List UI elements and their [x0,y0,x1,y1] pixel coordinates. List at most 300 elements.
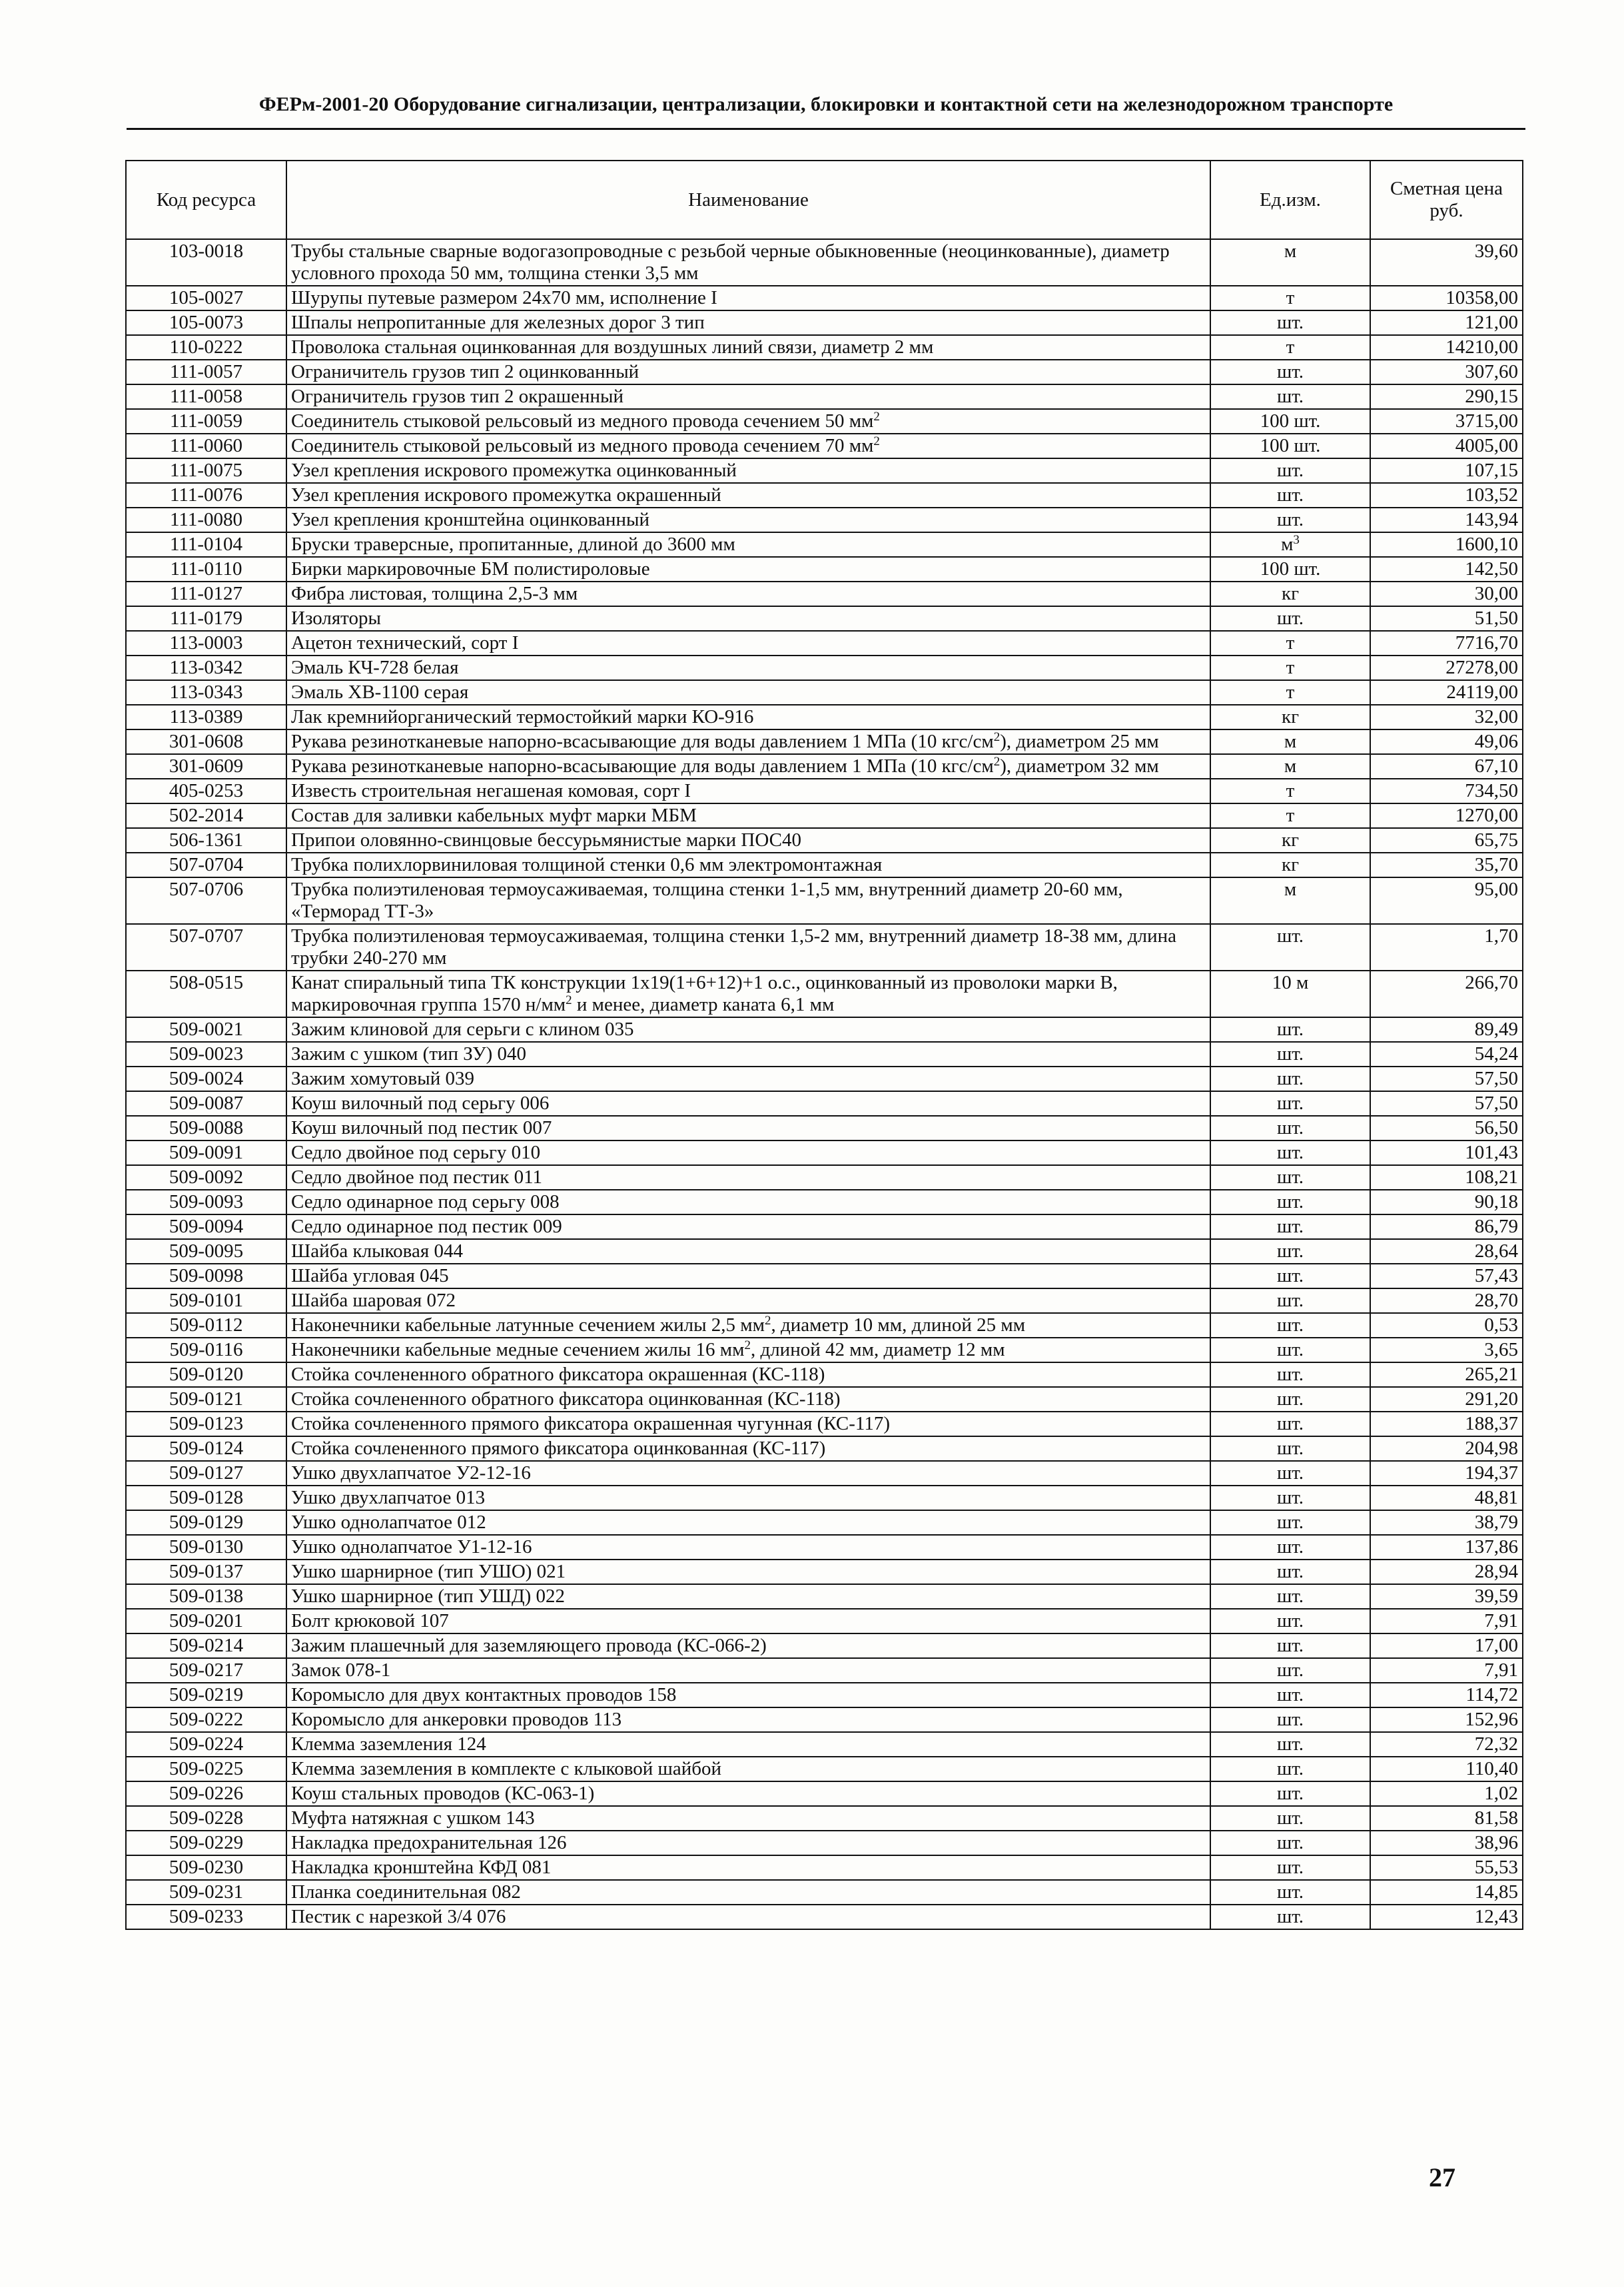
resource-name-cell [286,729,1210,754]
unit-text: шт. [1276,1536,1304,1558]
price-cell: 291,20 [1370,1387,1523,1412]
resource-name-cell [286,924,1210,971]
unit-cell [1210,1510,1370,1535]
table-row [126,1486,1523,1510]
resource-code-cell: 506-1361 [126,828,286,853]
resource-code-cell: 509-0123 [126,1412,286,1436]
unit-cell [1210,828,1370,853]
resource-name-text: Стойка сочлененного прямого фиксатора оцинкованная (КС-117) [291,1438,826,1459]
resource-name-text: Стойка сочлененного прямого фиксатора окрашенная чугунная (КС-117) [291,1413,891,1434]
unit-text: шт. [1276,1807,1304,1829]
resource-name-cell [286,1264,1210,1288]
table-row [126,1781,1523,1806]
price-cell: 57,50 [1370,1091,1523,1116]
resource-name-cell [286,779,1210,803]
resource-name-cell [286,1461,1210,1486]
resource-name-cell [286,1880,1210,1905]
resource-name-text: Накладка кронштейна КФД 081 [291,1857,552,1878]
unit-cell [1210,606,1370,631]
unit-text: шт. [1276,1216,1304,1237]
unit-cell [1210,631,1370,656]
resource-name-tail: и менее, диаметр каната 6,1 мм [572,994,835,1015]
price-cell: 1270,00 [1370,803,1523,828]
resource-code-cell: 509-0222 [126,1707,286,1732]
resource-name-text: Накладка предохранительная 126 [291,1832,567,1853]
resource-name-text: Известь строительная негашеная комовая, сорт I [291,780,691,801]
resource-name-text: Планка соединительная 082 [291,1881,521,1903]
resource-name-cell [286,680,1210,705]
resource-name-text: Шайба шаровая 072 [291,1290,456,1311]
resource-name-text: Узел крепления искрового промежутка окрашенный [291,484,721,506]
unit-cell [1210,1288,1370,1313]
unit-text: шт. [1276,509,1304,530]
resource-code-cell: 509-0225 [126,1757,286,1781]
unit-text: шт. [1276,1635,1304,1656]
table-row [126,1707,1523,1732]
unit-text: шт. [1276,1166,1304,1188]
unit-cell [1210,434,1370,458]
unit-text: шт. [1276,1438,1304,1459]
resource-name-cell [286,239,1210,286]
unit-cell [1210,1214,1370,1239]
price-cell: 103,52 [1370,483,1523,508]
price-cell: 3,65 [1370,1338,1523,1362]
unit-cell [1210,286,1370,310]
price-cell: 55,53 [1370,1855,1523,1880]
resource-name-text: Ушко двухлапчатое У2-12-16 [291,1462,531,1484]
resource-name-text: Узел крепления кронштейна оцинкованный [291,509,650,530]
table-row [126,483,1523,508]
unit-cell [1210,853,1370,877]
resource-code-cell: 509-0217 [126,1658,286,1683]
price-cell: 188,37 [1370,1412,1523,1436]
unit-text: шт. [1276,1191,1304,1212]
resource-name-text: Клемма заземления 124 [291,1733,486,1755]
unit-text: м [1284,731,1297,752]
resource-name-cell [286,1510,1210,1535]
price-cell: 10358,00 [1370,286,1523,310]
resource-name-text: Эмаль КЧ-728 белая [291,657,459,678]
unit-cell [1210,803,1370,828]
table-row [126,1560,1523,1584]
unit-cell [1210,1584,1370,1609]
resource-code-cell: 113-0389 [126,705,286,729]
resource-name-text: Рукава резинотканевые напорно-всасывающие для воды давлением 1 МПа (10 кгс/см [291,755,994,777]
table-row [126,1264,1523,1288]
resource-name-cell [286,705,1210,729]
unit-text: шт. [1276,1659,1304,1681]
resource-name-text: Пестик с нарезкой 3/4 076 [291,1906,506,1927]
resource-code-cell: 509-0230 [126,1855,286,1880]
resource-code-cell: 509-0226 [126,1781,286,1806]
resource-code-cell: 509-0219 [126,1683,286,1707]
resource-code-cell: 509-0088 [126,1116,286,1141]
resource-name-cell [286,1412,1210,1436]
unit-cell [1210,1905,1370,1929]
unit-text: шт. [1276,1783,1304,1804]
resource-code-cell: 509-0127 [126,1461,286,1486]
resource-code-cell: 509-0130 [126,1535,286,1560]
table-row [126,1338,1523,1362]
table-row [126,680,1523,705]
price-cell: 1,02 [1370,1781,1523,1806]
resource-name-text: Зажим плашечный для заземляющего провода (КС-066-2) [291,1635,767,1656]
column-header-unit: Ед.изм. [1210,161,1370,239]
unit-text: м [1284,240,1297,262]
resource-name-text: Трубка полиэтиленовая термоусаживаемая, толщина стенки 1-1,5 мм, внутренний диаметр 20-60 мм, «Терморад ТТ-3» [291,879,1123,922]
resource-code-cell: 509-0087 [126,1091,286,1116]
table-row [126,1584,1523,1609]
resource-code-cell: 509-0224 [126,1732,286,1757]
resource-name-cell [286,828,1210,853]
resource-name-cell [286,409,1210,434]
resource-name-text: Коуш стальных проводов (КС-063-1) [291,1783,595,1804]
unit-cell [1210,1165,1370,1190]
unit-cell [1210,656,1370,680]
resource-code-cell: 502-2014 [126,803,286,828]
unit-cell [1210,1239,1370,1264]
unit-cell [1210,1707,1370,1732]
price-cell: 121,00 [1370,310,1523,335]
resource-name-cell [286,1141,1210,1165]
price-cell: 1600,10 [1370,532,1523,557]
price-cell: 307,60 [1370,360,1523,384]
resource-name-cell [286,1165,1210,1190]
unit-text: шт. [1276,361,1304,382]
resource-code-cell: 509-0214 [126,1633,286,1658]
unit-cell [1210,1560,1370,1584]
unit-text: шт. [1276,1610,1304,1631]
resource-name-cell [286,458,1210,483]
resource-name-text: Шайба угловая 045 [291,1265,449,1286]
resource-code-cell: 509-0024 [126,1067,286,1091]
unit-text: шт. [1276,1339,1304,1360]
table-row [126,1806,1523,1831]
unit-text: шт. [1276,484,1304,506]
table-row [126,924,1523,971]
resource-name-cell [286,1707,1210,1732]
unit-text: шт. [1276,1413,1304,1434]
price-cell: 266,70 [1370,971,1523,1017]
price-cell: 35,70 [1370,853,1523,877]
unit-cell [1210,1264,1370,1288]
table-row [126,1683,1523,1707]
price-cell: 86,79 [1370,1214,1523,1239]
table-row [126,779,1523,803]
resource-name-cell [286,1190,1210,1214]
resource-name-cell [286,1905,1210,1929]
resource-code-cell: 509-0093 [126,1190,286,1214]
table-row [126,631,1523,656]
resource-name-text: Эмаль ХВ-1100 серая [291,682,469,703]
price-cell: 39,60 [1370,239,1523,286]
table-row [126,606,1523,631]
table-row [126,1214,1523,1239]
resource-name-cell [286,508,1210,532]
resource-name-text: Ограничитель грузов тип 2 оцинкованный [291,361,639,382]
resource-code-cell: 111-0104 [126,532,286,557]
unit-text: шт. [1276,1314,1304,1336]
resource-name-text: Канат спиральный типа ТК конструкции 1х19(1+6+12)+1 о.с., оцинкованный из проволоки марки В, маркировочная группа 1570 н/мм [291,972,1118,1015]
resource-name-cell [286,656,1210,680]
resource-name-text: Зажим клиновой для серьги с клином 035 [291,1019,634,1040]
price-cell: 27278,00 [1370,656,1523,680]
unit-text: шт. [1276,1290,1304,1311]
unit-cell [1210,705,1370,729]
unit-cell [1210,458,1370,483]
table-row [126,1190,1523,1214]
resource-code-cell: 509-0129 [126,1510,286,1535]
table-row [126,1387,1523,1412]
resource-name-text: Зажим с ушком (тип ЗУ) 040 [291,1043,527,1065]
resource-code-cell: 509-0095 [126,1239,286,1264]
resource-name-text: Седло одинарное под серьгу 008 [291,1191,560,1212]
resource-name-text: Наконечники кабельные медные сечением жилы 16 мм [291,1339,745,1360]
unit-cell [1210,409,1370,434]
price-cell: 265,21 [1370,1362,1523,1387]
resource-name-text: Лак кремнийорганический термостойкий марки КО-916 [291,706,754,727]
price-cell: 143,94 [1370,508,1523,532]
resource-name-cell [286,532,1210,557]
unit-superscript: 3 [1293,533,1300,547]
unit-cell [1210,1683,1370,1707]
resource-code-cell: 111-0059 [126,409,286,434]
resource-name-cell [286,606,1210,631]
resource-code-cell: 111-0075 [126,458,286,483]
resource-code-cell: 509-0233 [126,1905,286,1929]
resource-name-text: Седло двойное под пестик 011 [291,1166,543,1188]
superscript: 2 [993,755,1001,769]
table-row [126,508,1523,532]
resource-name-text: Бирки маркировочные БМ полистироловые [291,558,650,580]
table-row [126,1017,1523,1042]
unit-cell [1210,779,1370,803]
resource-name-cell [286,1781,1210,1806]
table-row [126,1165,1523,1190]
unit-text: 10 м [1272,972,1309,993]
resource-code-cell: 509-0094 [126,1214,286,1239]
unit-cell [1210,729,1370,754]
unit-text: шт. [1276,1487,1304,1508]
page-header-title: ФЕРм-2001-20 Оборудование сигнализации, централизации, блокировки и контактной сети на железнодорожном транспорте [258,93,1394,115]
table-row [126,409,1523,434]
unit-text: шт. [1276,925,1304,947]
unit-cell [1210,557,1370,582]
price-cell: 7716,70 [1370,631,1523,656]
unit-cell [1210,582,1370,606]
resource-code-cell: 509-0091 [126,1141,286,1165]
resource-code-cell: 103-0018 [126,239,286,286]
resource-code-cell: 405-0253 [126,779,286,803]
resource-code-cell: 507-0704 [126,853,286,877]
table-body [126,239,1523,1929]
resource-name-text: Проволока стальная оцинкованная для воздушных линий связи, диаметр 2 мм [291,336,934,358]
price-cell: 89,49 [1370,1017,1523,1042]
resource-name-text: Ограничитель грузов тип 2 окрашенный [291,386,624,407]
unit-cell [1210,335,1370,360]
resource-name-cell [286,853,1210,877]
price-cell: 110,40 [1370,1757,1523,1781]
unit-cell [1210,1436,1370,1461]
unit-text: кг [1282,829,1299,851]
resource-name-cell [286,1017,1210,1042]
unit-cell [1210,1412,1370,1436]
table-row [126,335,1523,360]
unit-cell [1210,1806,1370,1831]
unit-text: шт. [1276,1364,1304,1385]
resource-name-text: Стойка сочлененного обратного фиксатора оцинкованная (КС-118) [291,1388,841,1410]
resource-name-text: Ушко однолапчатое У1-12-16 [291,1536,532,1558]
resource-name-text: Шпалы непропитанные для железных дорог 3 тип [291,312,705,333]
resource-name-cell [286,1313,1210,1338]
price-cell: 1,70 [1370,924,1523,971]
price-cell: 51,50 [1370,606,1523,631]
resource-name-text: Рукава резинотканевые напорно-всасывающие для воды давлением 1 МПа (10 кгс/см [291,731,994,752]
resource-code-cell: 111-0058 [126,384,286,409]
table-row [126,1535,1523,1560]
unit-text: шт. [1276,312,1304,333]
table-row [126,239,1523,286]
table-row [126,1436,1523,1461]
unit-text: шт. [1276,1462,1304,1484]
table-row [126,1288,1523,1313]
unit-cell [1210,1362,1370,1387]
resource-name-text: Коуш вилочный под серьгу 006 [291,1093,550,1114]
unit-cell [1210,1387,1370,1412]
resource-code-cell: 111-0060 [126,434,286,458]
unit-cell [1210,508,1370,532]
table-row [126,582,1523,606]
unit-text: 100 шт. [1260,558,1321,580]
resource-code-cell: 509-0231 [126,1880,286,1905]
resource-name-tail: ), диаметром 25 мм [1000,731,1159,752]
table-row [126,1239,1523,1264]
unit-text: шт. [1276,1832,1304,1853]
resource-name-text: Узел крепления искрового промежутка оцинкованный [291,460,737,481]
resource-name-cell [286,1806,1210,1831]
resource-code-cell: 301-0609 [126,754,286,779]
table-row [126,1732,1523,1757]
resource-name-cell [286,1338,1210,1362]
table-row [126,656,1523,680]
price-cell: 7,91 [1370,1658,1523,1683]
resource-name-cell [286,971,1210,1017]
superscript: 2 [873,410,880,424]
unit-cell [1210,360,1370,384]
resource-code-cell: 509-0092 [126,1165,286,1190]
resource-code-cell: 301-0608 [126,729,286,754]
unit-cell [1210,1658,1370,1683]
resource-code-cell: 110-0222 [126,335,286,360]
resource-name-text: Коромысло для двух контактных проводов 158 [291,1684,677,1705]
unit-text: т [1286,287,1295,308]
table-row [126,729,1523,754]
price-cell: 28,70 [1370,1288,1523,1313]
unit-text: т [1286,682,1295,703]
resource-name-cell [286,1436,1210,1461]
page-number: 27 [1429,2162,1455,2192]
resource-name-cell [286,1633,1210,1658]
unit-text: м [1284,755,1297,777]
price-cell: 67,10 [1370,754,1523,779]
unit-text: 100 шт. [1260,410,1321,432]
unit-text: шт. [1276,1857,1304,1878]
unit-cell [1210,1141,1370,1165]
unit-cell [1210,1609,1370,1633]
unit-text: шт. [1276,1709,1304,1730]
superscript: 2 [566,993,572,1007]
table-row [126,828,1523,853]
table-row [126,1510,1523,1535]
column-header-name: Наименование [286,161,1210,239]
unit-cell [1210,1461,1370,1486]
unit-cell [1210,1486,1370,1510]
unit-text: шт. [1276,608,1304,629]
superscript: 2 [993,730,1001,744]
table-row [126,853,1523,877]
price-cell: 107,15 [1370,458,1523,483]
resource-code-cell: 508-0515 [126,971,286,1017]
unit-text: шт. [1276,460,1304,481]
price-cell: 95,00 [1370,877,1523,924]
unit-cell [1210,1633,1370,1658]
resource-name-tail: ), диаметром 32 мм [1000,755,1159,777]
resource-code-cell: 113-0342 [126,656,286,680]
unit-cell [1210,483,1370,508]
resource-code-cell: 105-0073 [126,310,286,335]
price-cell: 28,94 [1370,1560,1523,1584]
resource-code-cell: 509-0121 [126,1387,286,1412]
resource-code-cell: 509-0229 [126,1831,286,1855]
unit-cell [1210,532,1370,557]
unit-text: шт. [1276,1142,1304,1163]
price-cell: 49,06 [1370,729,1523,754]
resource-name-text: Трубка полиэтиленовая термоусаживаемая, толщина стенки 1,5-2 мм, внутренний диаметр 18-38 мм, длина трубки 240-270 мм [291,925,1177,969]
table-row [126,1757,1523,1781]
price-cell: 81,58 [1370,1806,1523,1831]
unit-text: шт. [1276,1586,1304,1607]
resource-name-text: Замок 078-1 [291,1659,391,1681]
price-cell: 48,81 [1370,1486,1523,1510]
unit-cell [1210,310,1370,335]
resource-name-text: Соединитель стыковой рельсовый из медного провода сечением 50 мм [291,410,874,432]
resource-code-cell: 509-0112 [126,1313,286,1338]
price-cell: 7,91 [1370,1609,1523,1633]
unit-cell [1210,1338,1370,1362]
resource-code-cell: 509-0023 [126,1042,286,1067]
unit-cell [1210,1067,1370,1091]
resource-code-cell: 509-0101 [126,1288,286,1313]
unit-cell [1210,971,1370,1017]
unit-text: шт. [1276,1388,1304,1410]
table-row [126,434,1523,458]
resource-name-cell [286,1486,1210,1510]
resource-name-text: Ушко шарнирное (тип УШД) 022 [291,1586,566,1607]
resource-name-text: Ацетон технический, сорт I [291,632,519,654]
price-cell: 14210,00 [1370,335,1523,360]
price-cell: 204,98 [1370,1436,1523,1461]
resource-name-cell [286,754,1210,779]
resource-code-cell: 509-0116 [126,1338,286,1362]
table-row [126,384,1523,409]
resource-name-cell [286,1535,1210,1560]
resource-name-text: Трубка полихлорвиниловая толщиной стенки 0,6 мм электромонтажная [291,854,883,875]
price-cell: 108,21 [1370,1165,1523,1190]
price-cell: 72,32 [1370,1732,1523,1757]
unit-text: т [1286,805,1295,826]
price-cell: 114,72 [1370,1683,1523,1707]
table-row [126,803,1523,828]
